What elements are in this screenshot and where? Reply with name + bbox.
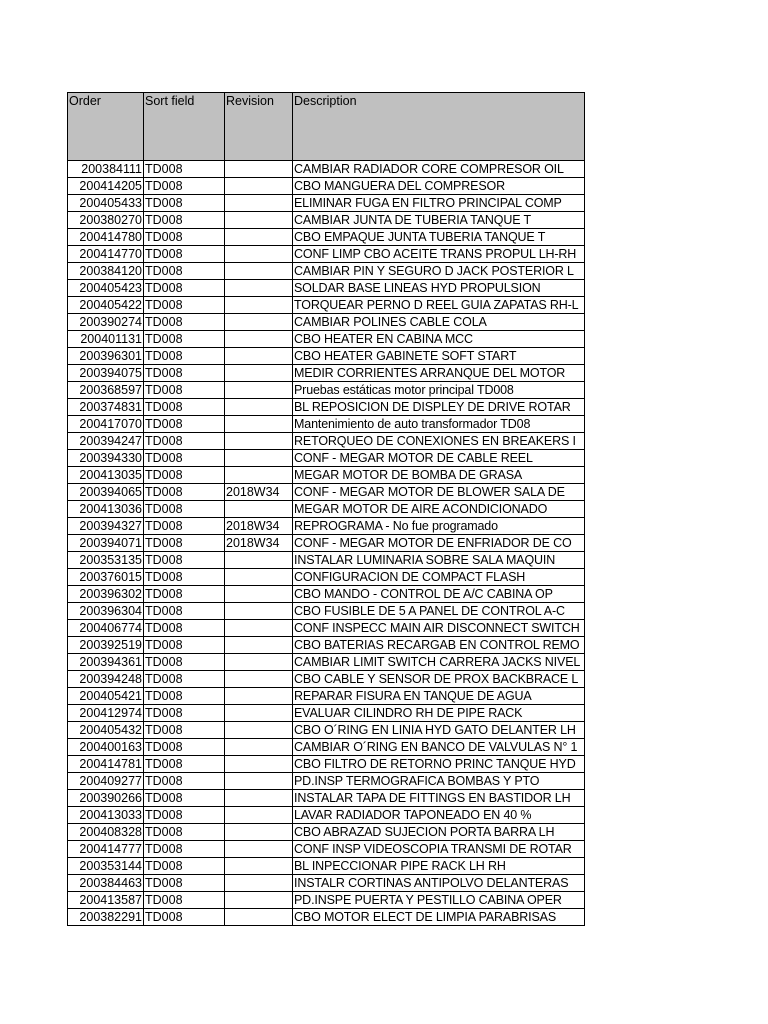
cell-description: ELIMINAR FUGA EN FILTRO PRINCIPAL COMP bbox=[293, 195, 585, 212]
cell-revision: 2018W34 bbox=[225, 535, 293, 552]
cell-sort-field: TD008 bbox=[144, 399, 225, 416]
cell-order: 200384463 bbox=[68, 875, 144, 892]
cell-sort-field: TD008 bbox=[144, 433, 225, 450]
cell-order: 200408328 bbox=[68, 824, 144, 841]
cell-description: BL REPOSICION DE DISPLEY DE DRIVE ROTAR bbox=[293, 399, 585, 416]
cell-sort-field: TD008 bbox=[144, 773, 225, 790]
cell-description: INSTALR CORTINAS ANTIPOLVO DELANTERAS bbox=[293, 875, 585, 892]
cell-description: MEGAR MOTOR DE AIRE ACONDICIONADO bbox=[293, 501, 585, 518]
table-row bbox=[68, 654, 585, 671]
header-sort-field: Sort field bbox=[144, 93, 225, 161]
cell-description: RETORQUEO DE CONEXIONES EN BREAKERS I bbox=[293, 433, 585, 450]
table-row bbox=[68, 824, 585, 841]
cell-order: 200353144 bbox=[68, 858, 144, 875]
cell-sort-field: TD008 bbox=[144, 212, 225, 229]
table-row bbox=[68, 212, 585, 229]
cell-revision bbox=[225, 229, 293, 246]
cell-revision: 2018W34 bbox=[225, 518, 293, 535]
cell-sort-field: TD008 bbox=[144, 671, 225, 688]
cell-description: REPROGRAMA - No fue programado bbox=[293, 518, 585, 535]
cell-description: INSTALAR LUMINARIA SOBRE SALA MAQUIN bbox=[293, 552, 585, 569]
table-row bbox=[68, 688, 585, 705]
cell-revision bbox=[225, 178, 293, 195]
table-row bbox=[68, 467, 585, 484]
cell-revision bbox=[225, 892, 293, 909]
cell-description: Mantenimiento de auto transformador TD08 bbox=[293, 416, 585, 433]
cell-sort-field: TD008 bbox=[144, 280, 225, 297]
cell-description: PD.INSPE PUERTA Y PESTILLO CABINA OPER bbox=[293, 892, 585, 909]
cell-revision bbox=[225, 586, 293, 603]
cell-order: 200401131 bbox=[68, 331, 144, 348]
cell-sort-field: TD008 bbox=[144, 637, 225, 654]
cell-order: 200380270 bbox=[68, 212, 144, 229]
work-order-table bbox=[67, 92, 585, 926]
cell-sort-field: TD008 bbox=[144, 484, 225, 501]
cell-description: CONF LIMP CBO ACEITE TRANS PROPUL LH-RH bbox=[293, 246, 585, 263]
cell-order: 200392519 bbox=[68, 637, 144, 654]
cell-order: 200414770 bbox=[68, 246, 144, 263]
cell-revision bbox=[225, 348, 293, 365]
table-row bbox=[68, 195, 585, 212]
table-row bbox=[68, 518, 585, 535]
cell-description: CAMBIAR O´RING EN BANCO DE VALVULAS N° 1 bbox=[293, 739, 585, 756]
cell-description: CONF - MEGAR MOTOR DE BLOWER SALA DE bbox=[293, 484, 585, 501]
cell-sort-field: TD008 bbox=[144, 195, 225, 212]
cell-revision bbox=[225, 807, 293, 824]
cell-order: 200414777 bbox=[68, 841, 144, 858]
cell-sort-field: TD008 bbox=[144, 365, 225, 382]
table-header bbox=[68, 93, 585, 161]
cell-sort-field: TD008 bbox=[144, 739, 225, 756]
cell-description: CBO BATERIAS RECARGAB EN CONTROL REMO bbox=[293, 637, 585, 654]
cell-order: 200376015 bbox=[68, 569, 144, 586]
cell-sort-field: TD008 bbox=[144, 688, 225, 705]
cell-sort-field: TD008 bbox=[144, 535, 225, 552]
cell-description: CBO CABLE Y SENSOR DE PROX BACKBRACE L bbox=[293, 671, 585, 688]
cell-order: 200353135 bbox=[68, 552, 144, 569]
cell-description: CBO HEATER GABINETE SOFT START bbox=[293, 348, 585, 365]
cell-sort-field: TD008 bbox=[144, 824, 225, 841]
table-row bbox=[68, 841, 585, 858]
table-row bbox=[68, 858, 585, 875]
table-row bbox=[68, 603, 585, 620]
table-row bbox=[68, 450, 585, 467]
cell-sort-field: TD008 bbox=[144, 620, 225, 637]
table-row bbox=[68, 739, 585, 756]
cell-revision bbox=[225, 569, 293, 586]
cell-sort-field: TD008 bbox=[144, 416, 225, 433]
cell-description: Pruebas estáticas motor principal TD008 bbox=[293, 382, 585, 399]
cell-revision bbox=[225, 688, 293, 705]
table-row bbox=[68, 178, 585, 195]
cell-sort-field: TD008 bbox=[144, 654, 225, 671]
table-row bbox=[68, 756, 585, 773]
cell-order: 200417070 bbox=[68, 416, 144, 433]
cell-sort-field: TD008 bbox=[144, 569, 225, 586]
table-row bbox=[68, 722, 585, 739]
cell-sort-field: TD008 bbox=[144, 807, 225, 824]
cell-revision bbox=[225, 195, 293, 212]
cell-order: 200413035 bbox=[68, 467, 144, 484]
table-row bbox=[68, 331, 585, 348]
cell-sort-field: TD008 bbox=[144, 178, 225, 195]
cell-revision bbox=[225, 365, 293, 382]
cell-description: EVALUAR CILINDRO RH DE PIPE RACK bbox=[293, 705, 585, 722]
cell-revision bbox=[225, 280, 293, 297]
table-row bbox=[68, 773, 585, 790]
cell-revision bbox=[225, 637, 293, 654]
table-row bbox=[68, 229, 585, 246]
cell-order: 200394071 bbox=[68, 535, 144, 552]
cell-order: 200396302 bbox=[68, 586, 144, 603]
cell-sort-field: TD008 bbox=[144, 552, 225, 569]
cell-sort-field: TD008 bbox=[144, 331, 225, 348]
cell-description: CAMBIAR RADIADOR CORE COMPRESOR OIL bbox=[293, 161, 585, 178]
cell-order: 200390274 bbox=[68, 314, 144, 331]
table-row bbox=[68, 807, 585, 824]
table-row bbox=[68, 586, 585, 603]
cell-description: CBO EMPAQUE JUNTA TUBERIA TANQUE T bbox=[293, 229, 585, 246]
header-order: Order bbox=[68, 93, 144, 161]
cell-revision bbox=[225, 620, 293, 637]
cell-revision bbox=[225, 450, 293, 467]
cell-revision: 2018W34 bbox=[225, 484, 293, 501]
table-row bbox=[68, 637, 585, 654]
cell-order: 200400163 bbox=[68, 739, 144, 756]
cell-sort-field: TD008 bbox=[144, 348, 225, 365]
cell-revision bbox=[225, 773, 293, 790]
cell-revision bbox=[225, 790, 293, 807]
cell-order: 200413036 bbox=[68, 501, 144, 518]
cell-revision bbox=[225, 399, 293, 416]
cell-description: MEDIR CORRIENTES ARRANQUE DEL MOTOR bbox=[293, 365, 585, 382]
cell-sort-field: TD008 bbox=[144, 909, 225, 926]
cell-sort-field: TD008 bbox=[144, 841, 225, 858]
cell-revision bbox=[225, 603, 293, 620]
table-row bbox=[68, 705, 585, 722]
cell-description: CAMBIAR JUNTA DE TUBERIA TANQUE T bbox=[293, 212, 585, 229]
table-row bbox=[68, 875, 585, 892]
cell-revision bbox=[225, 722, 293, 739]
table-row bbox=[68, 501, 585, 518]
table-row bbox=[68, 246, 585, 263]
cell-order: 200382291 bbox=[68, 909, 144, 926]
table-row bbox=[68, 382, 585, 399]
cell-order: 200414781 bbox=[68, 756, 144, 773]
cell-description: CBO HEATER EN CABINA MCC bbox=[293, 331, 585, 348]
cell-sort-field: TD008 bbox=[144, 263, 225, 280]
table-row bbox=[68, 263, 585, 280]
cell-description: REPARAR FISURA EN TANQUE DE AGUA bbox=[293, 688, 585, 705]
cell-revision bbox=[225, 314, 293, 331]
cell-revision bbox=[225, 161, 293, 178]
header-row bbox=[68, 93, 585, 161]
cell-sort-field: TD008 bbox=[144, 467, 225, 484]
table-row bbox=[68, 416, 585, 433]
cell-description: CAMBIAR LIMIT SWITCH CARRERA JACKS NIVEL bbox=[293, 654, 585, 671]
cell-order: 200394361 bbox=[68, 654, 144, 671]
cell-description: CBO MANDO - CONTROL DE A/C CABINA OP bbox=[293, 586, 585, 603]
table-row bbox=[68, 161, 585, 178]
table-row bbox=[68, 569, 585, 586]
table-row bbox=[68, 433, 585, 450]
cell-sort-field: TD008 bbox=[144, 790, 225, 807]
cell-order: 200409277 bbox=[68, 773, 144, 790]
cell-order: 200405422 bbox=[68, 297, 144, 314]
cell-sort-field: TD008 bbox=[144, 161, 225, 178]
cell-description: CBO MOTOR ELECT DE LIMPIA PARABRISAS bbox=[293, 909, 585, 926]
cell-order: 200414780 bbox=[68, 229, 144, 246]
cell-sort-field: TD008 bbox=[144, 603, 225, 620]
table-row bbox=[68, 892, 585, 909]
cell-sort-field: TD008 bbox=[144, 892, 225, 909]
cell-description: CBO FILTRO DE RETORNO PRINC TANQUE HYD bbox=[293, 756, 585, 773]
cell-description: CAMBIAR PIN Y SEGURO D JACK POSTERIOR L bbox=[293, 263, 585, 280]
cell-order: 200374831 bbox=[68, 399, 144, 416]
cell-sort-field: TD008 bbox=[144, 450, 225, 467]
cell-order: 200405423 bbox=[68, 280, 144, 297]
cell-description: CONF INSPECC MAIN AIR DISCONNECT SWITCH bbox=[293, 620, 585, 637]
cell-order: 200405421 bbox=[68, 688, 144, 705]
cell-description: CONF - MEGAR MOTOR DE CABLE REEL bbox=[293, 450, 585, 467]
cell-sort-field: TD008 bbox=[144, 858, 225, 875]
cell-revision bbox=[225, 705, 293, 722]
cell-order: 200390266 bbox=[68, 790, 144, 807]
cell-revision bbox=[225, 433, 293, 450]
cell-sort-field: TD008 bbox=[144, 705, 225, 722]
cell-description: CBO MANGUERA DEL COMPRESOR bbox=[293, 178, 585, 195]
cell-sort-field: TD008 bbox=[144, 875, 225, 892]
cell-order: 200414205 bbox=[68, 178, 144, 195]
cell-order: 200394065 bbox=[68, 484, 144, 501]
cell-description: CAMBIAR POLINES CABLE COLA bbox=[293, 314, 585, 331]
table-body bbox=[68, 161, 585, 926]
cell-sort-field: TD008 bbox=[144, 501, 225, 518]
cell-order: 200405432 bbox=[68, 722, 144, 739]
cell-revision bbox=[225, 382, 293, 399]
cell-sort-field: TD008 bbox=[144, 756, 225, 773]
cell-order: 200368597 bbox=[68, 382, 144, 399]
cell-order: 200394247 bbox=[68, 433, 144, 450]
cell-revision bbox=[225, 467, 293, 484]
table-row bbox=[68, 620, 585, 637]
table-row bbox=[68, 552, 585, 569]
cell-revision bbox=[225, 212, 293, 229]
cell-order: 200396301 bbox=[68, 348, 144, 365]
cell-revision bbox=[225, 297, 293, 314]
cell-order: 200384120 bbox=[68, 263, 144, 280]
cell-description: SOLDAR BASE LINEAS HYD PROPULSION bbox=[293, 280, 585, 297]
header-revision: Revision bbox=[225, 93, 293, 161]
cell-revision bbox=[225, 739, 293, 756]
cell-revision bbox=[225, 246, 293, 263]
cell-description: CONFIGURACION DE COMPACT FLASH bbox=[293, 569, 585, 586]
cell-description: MEGAR MOTOR DE BOMBA DE GRASA bbox=[293, 467, 585, 484]
cell-revision bbox=[225, 331, 293, 348]
table-row bbox=[68, 484, 585, 501]
cell-sort-field: TD008 bbox=[144, 586, 225, 603]
table-row bbox=[68, 348, 585, 365]
cell-description: CBO ABRAZAD SUJECION PORTA BARRA LH bbox=[293, 824, 585, 841]
cell-sort-field: TD008 bbox=[144, 229, 225, 246]
cell-order: 200394248 bbox=[68, 671, 144, 688]
cell-revision bbox=[225, 909, 293, 926]
table-row bbox=[68, 535, 585, 552]
cell-sort-field: TD008 bbox=[144, 246, 225, 263]
cell-sort-field: TD008 bbox=[144, 314, 225, 331]
cell-revision bbox=[225, 875, 293, 892]
cell-order: 200394075 bbox=[68, 365, 144, 382]
table-row bbox=[68, 314, 585, 331]
cell-order: 200394327 bbox=[68, 518, 144, 535]
cell-revision bbox=[225, 552, 293, 569]
cell-order: 200413033 bbox=[68, 807, 144, 824]
cell-revision bbox=[225, 756, 293, 773]
cell-description: INSTALAR TAPA DE FITTINGS EN BASTIDOR LH bbox=[293, 790, 585, 807]
cell-order: 200412974 bbox=[68, 705, 144, 722]
table-row bbox=[68, 280, 585, 297]
header-description: Description bbox=[293, 93, 585, 161]
table-row bbox=[68, 297, 585, 314]
cell-revision bbox=[225, 858, 293, 875]
cell-description: CONF - MEGAR MOTOR DE ENFRIADOR DE CO bbox=[293, 535, 585, 552]
cell-revision bbox=[225, 416, 293, 433]
cell-revision bbox=[225, 501, 293, 518]
cell-revision bbox=[225, 841, 293, 858]
table-row bbox=[68, 365, 585, 382]
cell-sort-field: TD008 bbox=[144, 382, 225, 399]
cell-description: TORQUEAR PERNO D REEL GUIA ZAPATAS RH-L bbox=[293, 297, 585, 314]
cell-sort-field: TD008 bbox=[144, 297, 225, 314]
cell-description: PD.INSP TERMOGRAFICA BOMBAS Y PTO bbox=[293, 773, 585, 790]
cell-description: CONF INSP VIDEOSCOPIA TRANSMI DE ROTAR bbox=[293, 841, 585, 858]
cell-sort-field: TD008 bbox=[144, 518, 225, 535]
table-row bbox=[68, 909, 585, 926]
cell-order: 200413587 bbox=[68, 892, 144, 909]
table-row bbox=[68, 399, 585, 416]
cell-revision bbox=[225, 263, 293, 280]
cell-revision bbox=[225, 671, 293, 688]
cell-description: BL INPECCIONAR PIPE RACK LH RH bbox=[293, 858, 585, 875]
table-row bbox=[68, 790, 585, 807]
cell-order: 200384111 bbox=[68, 161, 144, 178]
cell-order: 200405433 bbox=[68, 195, 144, 212]
cell-revision bbox=[225, 824, 293, 841]
table-row bbox=[68, 671, 585, 688]
cell-description: LAVAR RADIADOR TAPONEADO EN 40 % bbox=[293, 807, 585, 824]
cell-order: 200394330 bbox=[68, 450, 144, 467]
cell-description: CBO FUSIBLE DE 5 A PANEL DE CONTROL A-C bbox=[293, 603, 585, 620]
cell-order: 200396304 bbox=[68, 603, 144, 620]
cell-description: CBO O´RING EN LINIA HYD GATO DELANTER LH bbox=[293, 722, 585, 739]
cell-order: 200406774 bbox=[68, 620, 144, 637]
cell-sort-field: TD008 bbox=[144, 722, 225, 739]
cell-revision bbox=[225, 654, 293, 671]
